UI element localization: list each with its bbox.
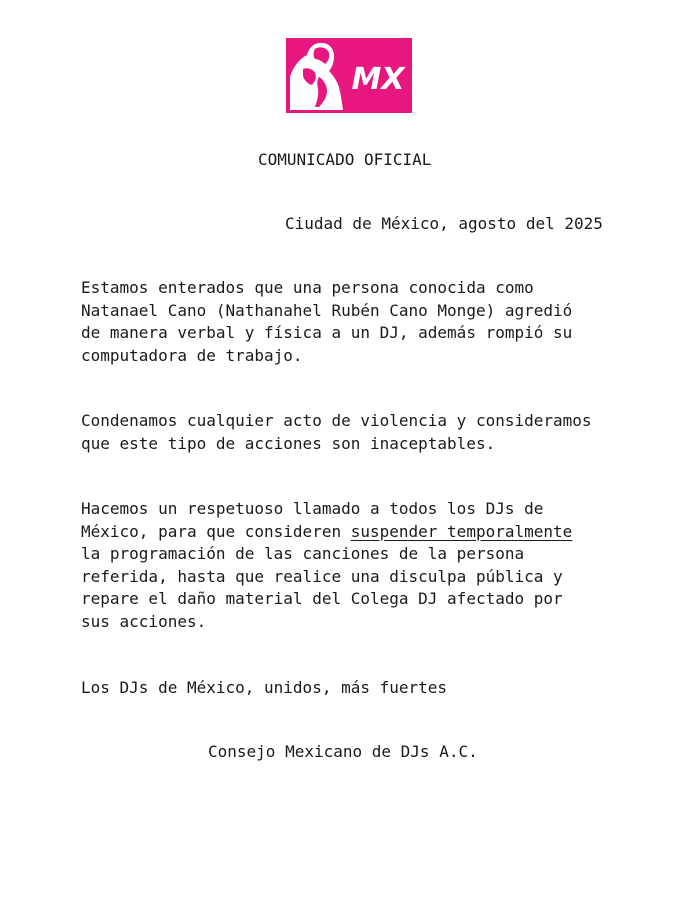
closing-text: Los DJs de México, unidos, más fuertes — [81, 678, 448, 697]
logo-text: MX — [351, 62, 405, 97]
signature: Consejo Mexicano de DJs A.C. — [208, 742, 478, 761]
paragraph-incident — [81, 277, 641, 367]
paragraph-line: la programación de las canciones de la persona — [81, 544, 525, 563]
paragraph-line: sus acciones. — [81, 611, 207, 631]
paragraph-line: referida, hasta que realice una disculpa pública y — [81, 566, 563, 586]
closing-line — [81, 677, 641, 700]
paragraph-line: que este tipo de acciones son inaceptables. — [81, 433, 496, 453]
paragraph-line: computadora de trabajo. — [81, 345, 303, 365]
paragraph-line: de manera verbal y física a un DJ, además rompió su — [81, 323, 573, 342]
paragraph-condemnation — [81, 410, 641, 455]
paragraph-line: Natanael Cano (Nathanahel Rubén Cano Monge) agredió — [81, 300, 573, 320]
paragraph-line — [81, 521, 641, 544]
document-title: COMUNICADO OFICIAL — [258, 150, 432, 169]
mx-logo-graphic — [285, 37, 413, 114]
paragraph-line: Estamos enterados que una persona conocida como — [81, 278, 534, 297]
paragraph-line: repare el daño material del Colega DJ afectado por — [81, 589, 563, 608]
underlined-emphasis: suspender temporalmente — [350, 521, 573, 541]
mx-logo — [285, 37, 413, 114]
paragraph-call-to-action — [81, 498, 641, 633]
dateline: Ciudad de México, agosto del 2025 — [285, 214, 603, 233]
paragraph-text: México, para que consideren — [81, 521, 351, 541]
paragraph-line: Hacemos un respetuoso llamado a todos los DJs de — [81, 499, 544, 518]
paragraph-line: Condenamos cualquier acto de violencia y consideramos — [81, 411, 592, 430]
